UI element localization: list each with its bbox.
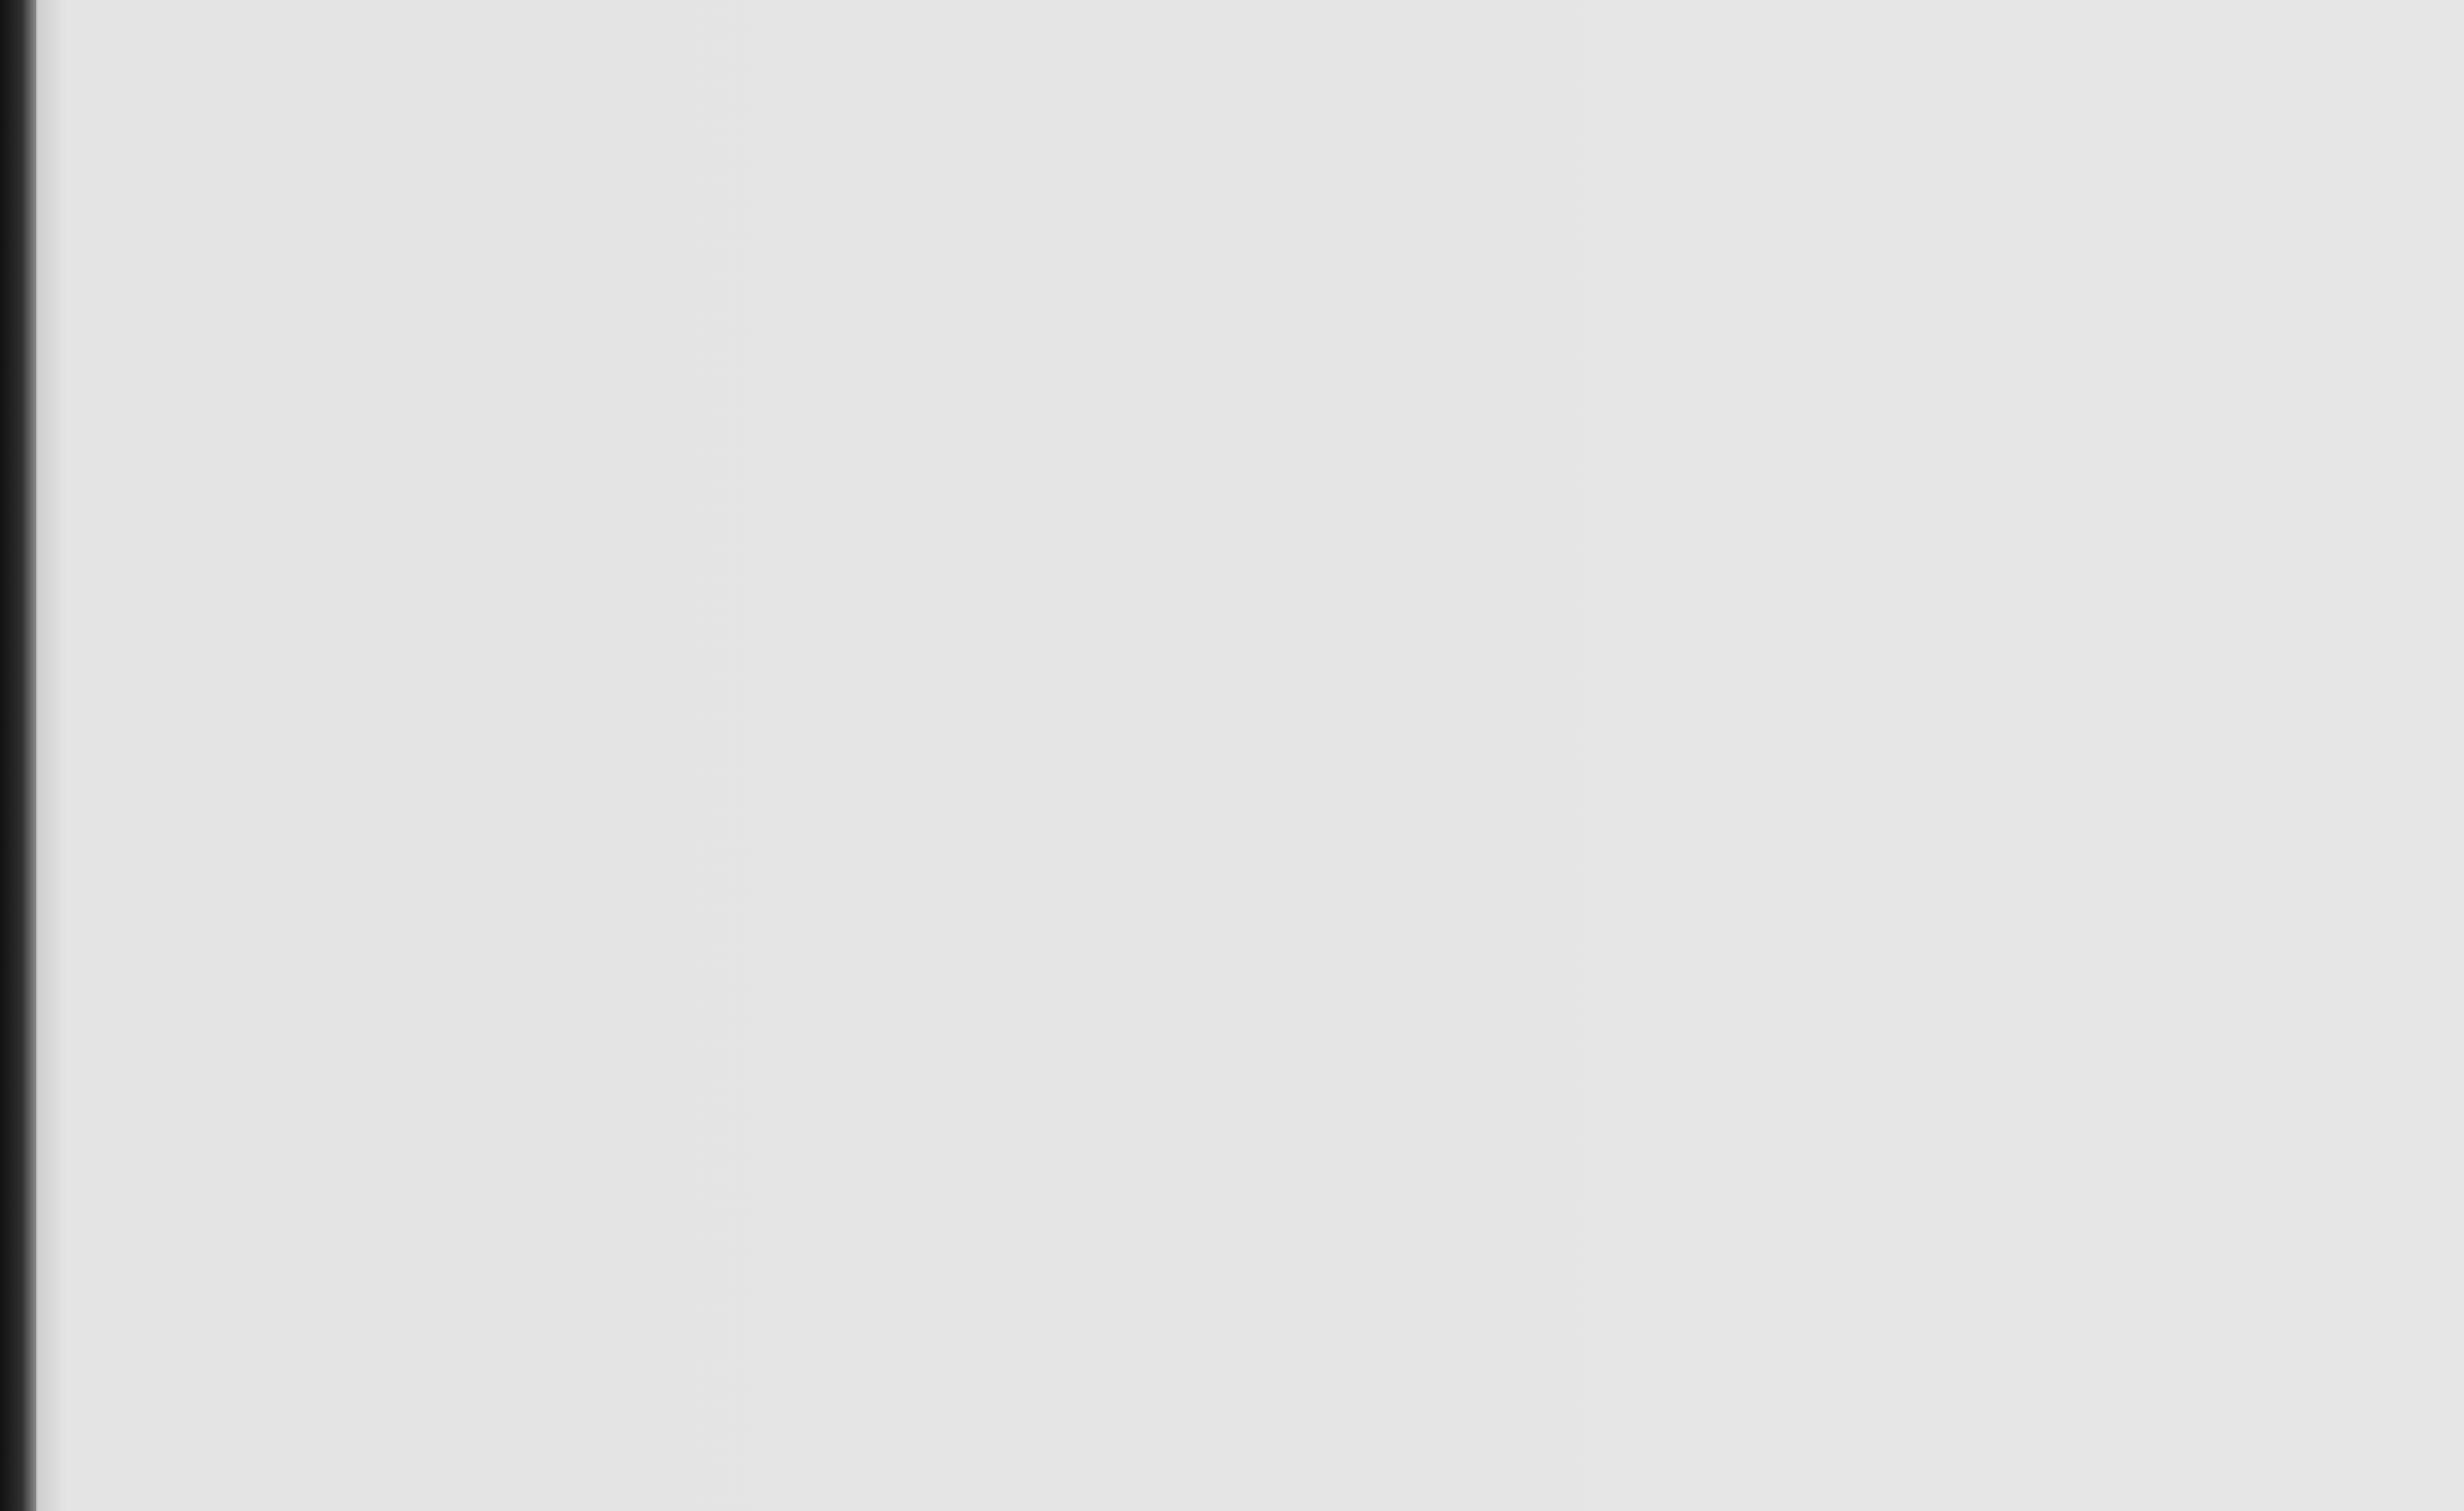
page-body <box>2302 119 2312 1402</box>
rotated-book-page <box>57 0 2464 1511</box>
book-binding-shadow <box>0 0 36 1511</box>
page-footer <box>1097 119 1154 1411</box>
